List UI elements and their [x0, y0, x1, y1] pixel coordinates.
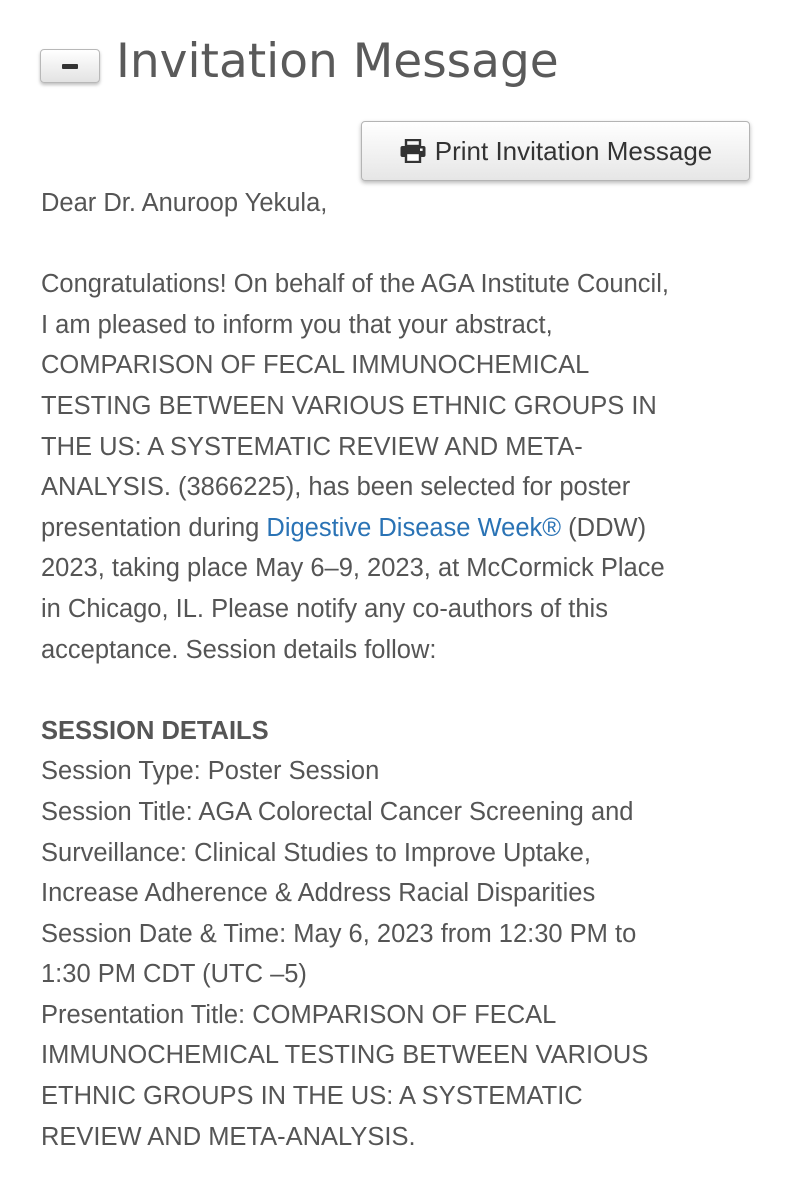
page-title: Invitation Message: [116, 34, 559, 89]
print-button-label: Print Invitation Message: [434, 135, 713, 166]
minus-icon: [62, 64, 78, 69]
presentation-title: ETHNIC GROUPS IN THE US: A SYSTEMATIC: [41, 1082, 583, 1111]
letter-text: (DDW): [561, 513, 647, 542]
collapse-button[interactable]: [40, 49, 100, 83]
greeting: Dear Dr. Anuroop Yekula,: [41, 189, 328, 217]
session-title: Surveillance: Clinical Studies to Improve Uptake,: [41, 838, 591, 867]
ddw-link[interactable]: Digestive Disease Week®: [266, 513, 562, 542]
print-invitation-button[interactable]: [361, 121, 750, 181]
session-date-time: 1:30 PM CDT (UTC –5): [41, 960, 307, 989]
printer-icon: [399, 139, 427, 163]
invitation-letter: [41, 183, 761, 1157]
page-header: [40, 30, 559, 94]
letter-body-line: ANALYSIS. (3866225), has been selected for poster: [41, 473, 631, 502]
letter-body-line: I am pleased to inform you that your abstract,: [41, 310, 553, 339]
session-details-heading: SESSION DETAILS: [41, 716, 269, 745]
letter-body-line: acceptance. Session details follow:: [41, 635, 437, 664]
session-date-time: Session Date & Time: May 6, 2023 from 12:30 PM to: [41, 919, 637, 948]
letter-body-line: Congratulations! On behalf of the AGA Institute Council,: [41, 270, 669, 299]
session-title: Session Title: AGA Colorectal Cancer Screening and: [41, 797, 634, 826]
presentation-title: REVIEW AND META-ANALYSIS.: [41, 1122, 416, 1151]
letter-text: presentation during: [41, 513, 267, 542]
presentation-title: IMMUNOCHEMICAL TESTING BETWEEN VARIOUS: [41, 1041, 649, 1070]
letter-body-line: [41, 508, 761, 549]
paragraph-spacer: [41, 670, 761, 711]
letter-body-line: 2023, taking place May 6–9, 2023, at McCormick Place: [41, 554, 665, 583]
letter-body-line: in Chicago, IL. Please notify any co-authors of this: [41, 594, 608, 623]
letter-body-line: TESTING BETWEEN VARIOUS ETHNIC GROUPS IN: [41, 391, 657, 420]
letter-body-line: THE US: A SYSTEMATIC REVIEW AND META-: [41, 432, 583, 461]
paragraph-spacer: [41, 224, 761, 265]
session-type: Session Type: Poster Session: [41, 757, 380, 786]
session-title: Increase Adherence & Address Racial Disparities: [41, 879, 596, 908]
letter-body-line: COMPARISON OF FECAL IMMUNOCHEMICAL: [41, 351, 590, 380]
presentation-title: Presentation Title: COMPARISON OF FECAL: [41, 1000, 557, 1029]
